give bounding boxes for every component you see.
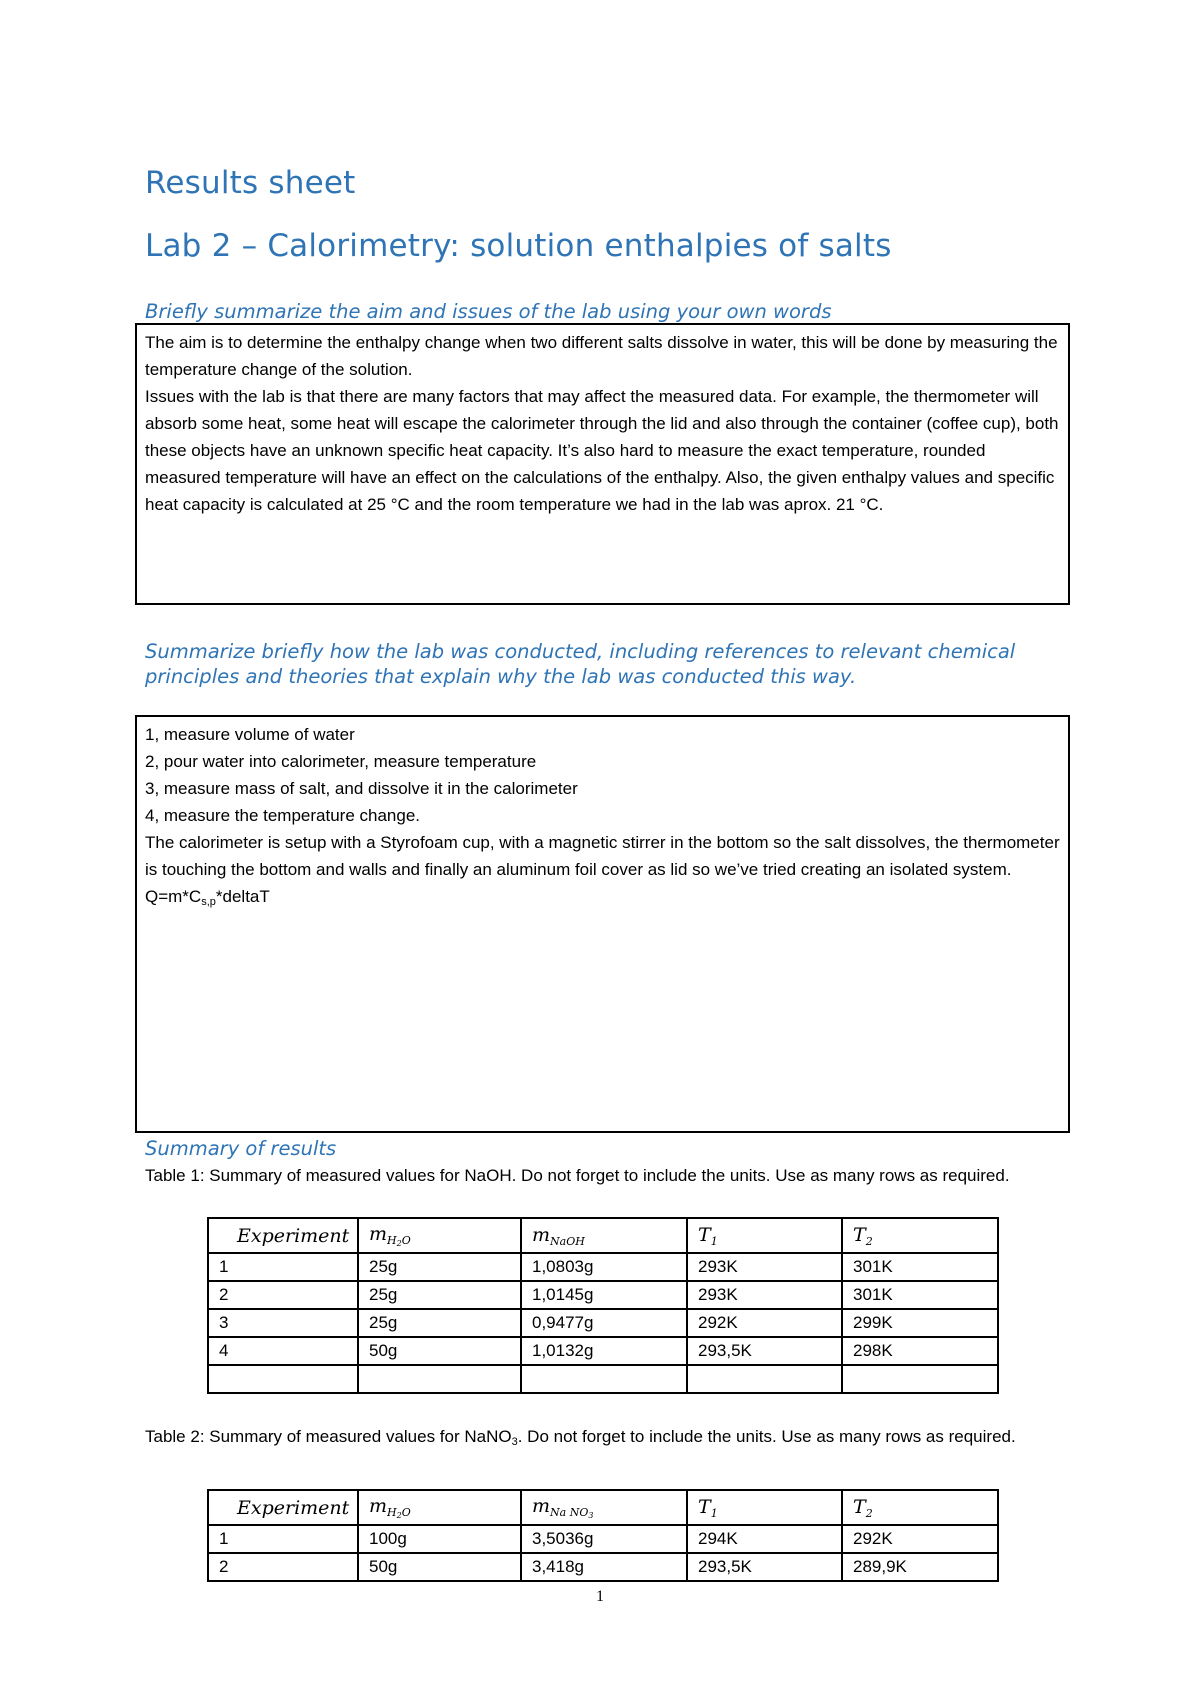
table-cell[interactable] <box>842 1365 998 1393</box>
t1-header: $T_1$ <box>687 1490 842 1525</box>
t2-header: $T_2$ <box>842 1490 998 1525</box>
table-cell[interactable]: 301K <box>842 1253 998 1281</box>
issues-paragraph: Issues with the lab is that there are many factors that may affect the measured data. For example, the thermometer will absorb some heat, some heat will escape the calorimeter through the lid and also through the container (coffee cup), both these objects have an unknown specific heat capacity. It’s also hard to measure the exact temperature, rounded measured temperature will have an effect on the calculations of the enthalpy. Also, the given enthalpy values and specific heat capacity is calculated at 25 °C and the room temperature we had in the lab was aprox. 21 °C. <box>145 387 1059 514</box>
table-cell[interactable]: 1,0803g <box>521 1253 687 1281</box>
table2-caption: Table 2: Summary of measured values for NaNO3. Do not forget to include the units. Use as many rows as required. <box>145 1427 1016 1448</box>
table-row <box>208 1309 998 1337</box>
page-number: 1 <box>596 1588 604 1605</box>
step-2: 2, pour water into calorimeter, measure temperature <box>145 752 537 771</box>
table-cell[interactable]: 294K <box>687 1525 842 1553</box>
table-cell[interactable]: 4 <box>208 1337 358 1365</box>
table-cell[interactable]: 25g <box>358 1253 521 1281</box>
table-cell[interactable]: 301K <box>842 1281 998 1309</box>
salt-mass-header: $m_{NaOH}$ <box>521 1218 687 1253</box>
table-cell[interactable]: 25g <box>358 1281 521 1309</box>
results-heading: Summary of results <box>145 1137 337 1160</box>
table-cell[interactable]: 3,418g <box>521 1553 687 1581</box>
t2-header: $T_2$ <box>842 1218 998 1253</box>
table-cell[interactable] <box>687 1365 842 1393</box>
table-cell[interactable]: 293,5K <box>687 1337 842 1365</box>
table-row <box>208 1525 998 1553</box>
method-answer-box[interactable] <box>135 715 1070 1133</box>
table-cell[interactable]: 100g <box>358 1525 521 1553</box>
table-cell[interactable]: 0,9477g <box>521 1309 687 1337</box>
table-cell[interactable]: 3 <box>208 1309 358 1337</box>
water-mass-header: $m_{H2O}$ <box>358 1490 521 1525</box>
water-mass-header: $m_{H2O}$ <box>358 1218 521 1253</box>
table-cell[interactable]: 1,0145g <box>521 1281 687 1309</box>
table-cell[interactable]: 293K <box>687 1281 842 1309</box>
heat-formula: Q=m*Cs,p*deltaT <box>145 887 270 908</box>
table-cell[interactable]: 50g <box>358 1337 521 1365</box>
table-cell[interactable]: 25g <box>358 1309 521 1337</box>
table-row <box>208 1253 998 1281</box>
aim-heading: Briefly summarize the aim and issues of the lab using your own words <box>145 300 832 323</box>
t1-header: $T_1$ <box>687 1218 842 1253</box>
experiment-header: Experiment <box>208 1490 358 1525</box>
table-cell[interactable] <box>358 1365 521 1393</box>
table-cell[interactable]: 2 <box>208 1281 358 1309</box>
table1-caption: Table 1: Summary of measured values for NaOH. Do not forget to include the units. Use as many rows as required. <box>145 1166 1010 1185</box>
table-cell[interactable] <box>521 1365 687 1393</box>
naoh-results-table <box>207 1217 999 1394</box>
table-cell[interactable]: 3,5036g <box>521 1525 687 1553</box>
step-4: 4, measure the temperature change. <box>145 806 420 825</box>
table-row-empty <box>208 1365 998 1393</box>
lab-title: Lab 2 – Calorimetry: solution enthalpies of salts <box>145 228 892 264</box>
setup-description: The calorimeter is setup with a Styrofoam cup, with a magnetic stirrer in the bottom so the salt dissolves, the thermometer is touching the bottom and walls and finally an aluminum foil cover as lid so we’ve tried creating an isolated system. <box>145 833 1060 879</box>
table-cell[interactable] <box>208 1365 358 1393</box>
page-title: Results sheet <box>145 165 356 201</box>
table-cell[interactable]: 2 <box>208 1553 358 1581</box>
table-header-row <box>208 1218 998 1253</box>
table-header-row <box>208 1490 998 1525</box>
table-cell[interactable]: 50g <box>358 1553 521 1581</box>
table-cell[interactable]: 299K <box>842 1309 998 1337</box>
table-cell[interactable]: 298K <box>842 1337 998 1365</box>
experiment-header: Experiment <box>208 1218 358 1253</box>
table-cell[interactable]: 292K <box>687 1309 842 1337</box>
salt-mass-header: $m_{Na NO3}$ <box>521 1490 687 1525</box>
table-cell[interactable]: 293K <box>687 1253 842 1281</box>
aim-answer-box[interactable] <box>135 323 1070 605</box>
table-cell[interactable]: 289,9K <box>842 1553 998 1581</box>
table-cell[interactable]: 292K <box>842 1525 998 1553</box>
table-cell[interactable]: 1 <box>208 1253 358 1281</box>
table-cell[interactable]: 1 <box>208 1525 358 1553</box>
aim-paragraph: The aim is to determine the enthalpy change when two different salts dissolve in water, this will be done by measuring the temperature change of the solution. <box>145 333 1058 379</box>
nano3-results-table <box>207 1489 999 1582</box>
table-row <box>208 1281 998 1309</box>
table-cell[interactable]: 1,0132g <box>521 1337 687 1365</box>
step-3: 3, measure mass of salt, and dissolve it in the calorimeter <box>145 779 578 798</box>
step-1: 1, measure volume of water <box>145 725 355 744</box>
method-heading: Summarize briefly how the lab was conducted, including references to relevant chemical principles and theories that explain why the lab was conducted this way. <box>145 640 1016 688</box>
table-row <box>208 1337 998 1365</box>
table-row <box>208 1553 998 1581</box>
table-cell[interactable]: 293,5K <box>687 1553 842 1581</box>
